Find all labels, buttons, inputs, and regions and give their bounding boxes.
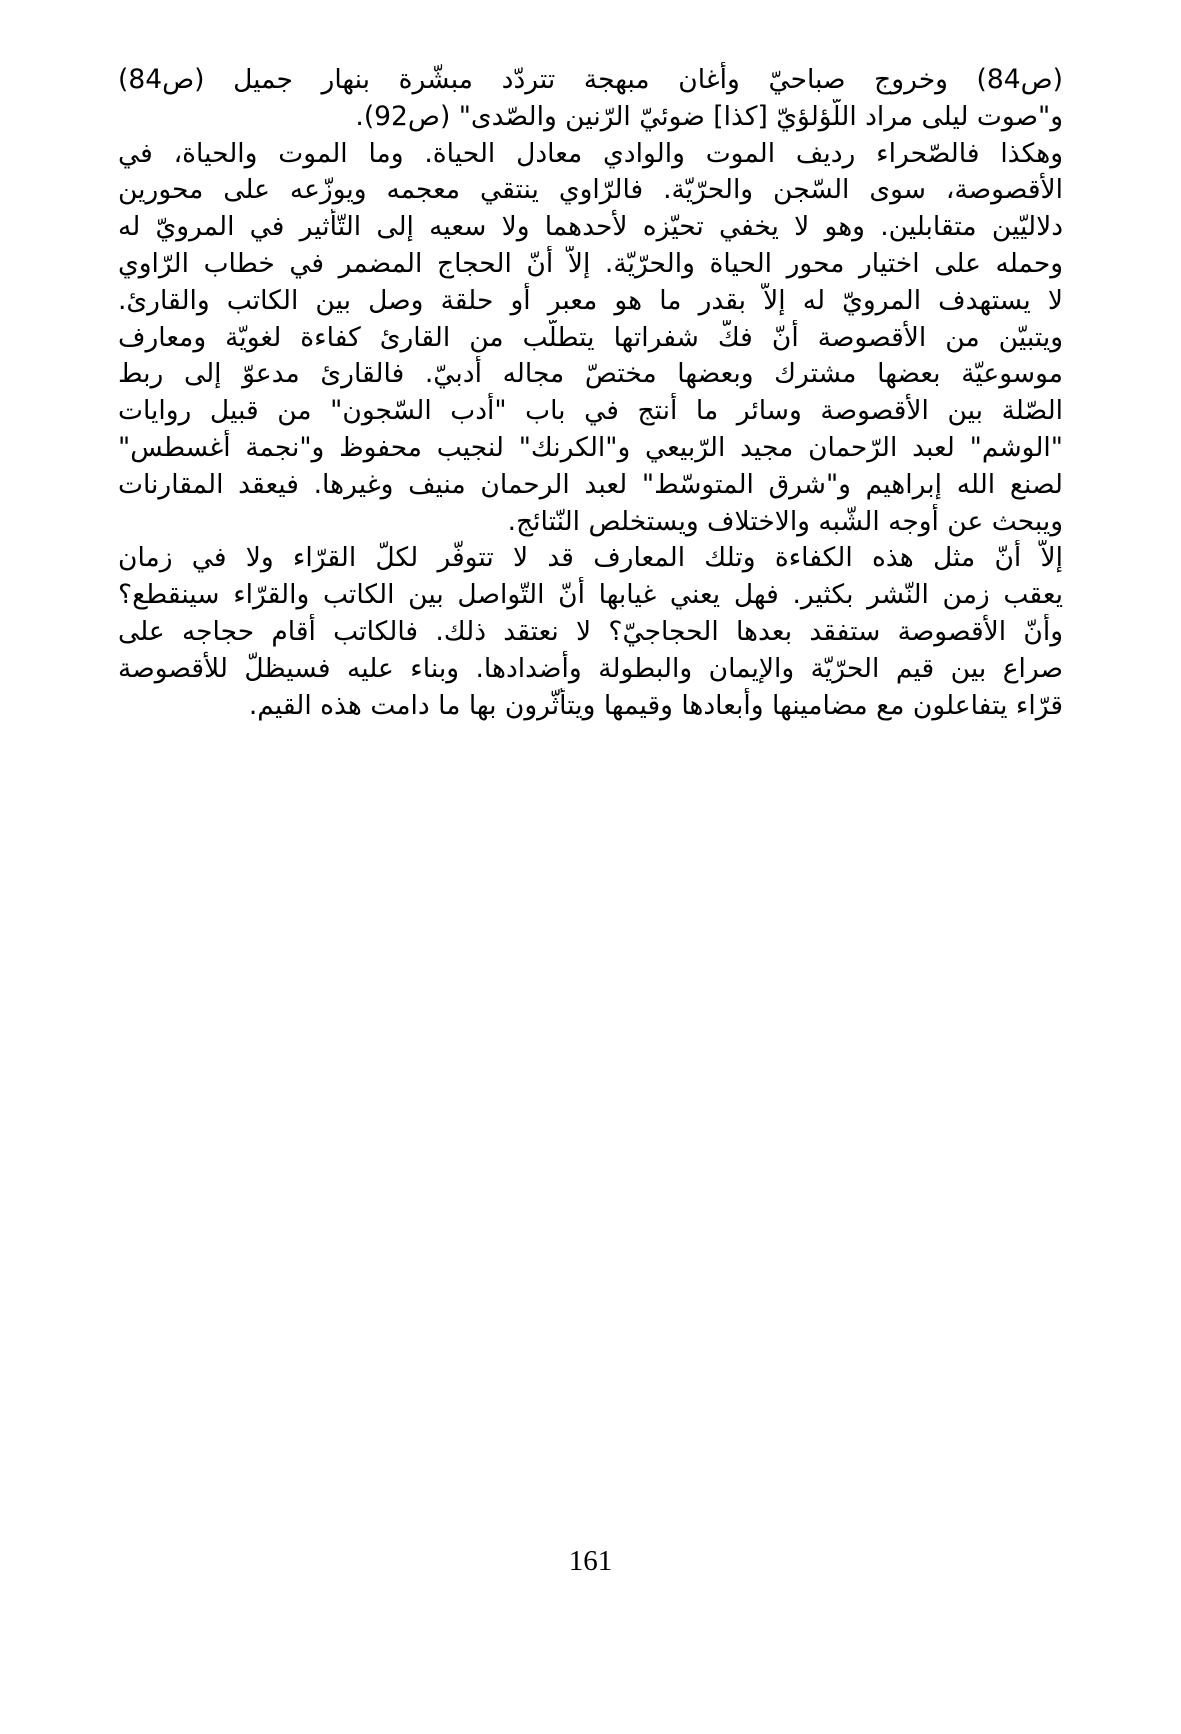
text-line: وأنّ الأقصوصة ستفقد بعدها الحجاجيّ؟ لا نعتقد ذلك. فالكاتب أقام حجاجه على [118, 615, 1063, 647]
text-line: (ص84) وخروج صباحيّ وأغان مبهجة تتردّد مبشّرة بنهار جميل (ص84) [118, 64, 1063, 95]
text-line: لصنع الله إبراهيم و"شرق المتوسّط" لعبد الرحمان منيف وغيرها. فيعقد المقارنات [118, 468, 1063, 500]
text-line: قرّاء يتفاعلون مع مضامينها وأبعادها وقيمها ويتأثّرون بها ما دامت هذه القيم. [248, 689, 1063, 721]
paragraph-1 [118, 62, 1063, 136]
paragraph-2 [118, 136, 1063, 541]
text-line: صراع بين قيم الحرّيّة والإيمان والبطولة وأضدادها. وبناء عليه فسيظلّ للأقصوصة [118, 652, 1063, 684]
text-line: لا يستهدف المرويّ له إلاّ بقدر ما هو معبر أو حلقة وصل بين الكاتب والقارئ. [118, 284, 1063, 316]
text-line: ويبحث عن أوجه الشّبه والاختلاف ويستخلص النّتائج. [507, 505, 1063, 537]
body-text [118, 62, 1063, 724]
text-line: ويتبيّن من الأقصوصة أنّ فكّ شفراتها يتطلّب من القارئ كفاءة لغويّة ومعارف [118, 321, 1063, 353]
text-line: الأقصوصة، سوى السّجن والحرّيّة. فالرّاوي ينتقي معجمه ويوزّعه على محورين [118, 174, 1063, 206]
page-number: 161 [568, 1545, 613, 1577]
text-line: "الوشم" لعبد الرّحمان مجيد الرّبيعي و"الكرنك" لنجيب محفوظ و"نجمة أغسطس" [118, 431, 1063, 463]
paragraph-3 [118, 540, 1063, 724]
text-line: وهكذا فالصّحراء رديف الموت والوادي معادل الحياة. وما الموت والحياة، في [118, 137, 1063, 169]
text-line: و"صوت ليلى مراد اللّؤلؤيّ [كذا] ضوئيّ الرّنين والصّدى" (ص92). [355, 100, 1063, 132]
text-line: يعقب زمن النّشر بكثير. فهل يعني غيابها أنّ التّواصل بين الكاتب والقرّاء سينقطع؟ [118, 579, 1063, 611]
text-line: إلاّ أنّ مثل هذه الكفاءة وتلك المعارف قد لا تتوفّر لكلّ القرّاء ولا في زمان [118, 542, 1063, 574]
text-line: دلاليّين متقابلين. وهو لا يخفي تحيّزه لأحدهما ولا سعيه إلى التّأثير في المرويّ له [118, 211, 1063, 243]
text-line: الصّلة بين الأقصوصة وسائر ما أنتج في باب "أدب السّجون" من قبيل روايات [118, 395, 1063, 427]
text-line: موسوعيّة بعضها مشترك وبعضها مختصّ مجاله أدبيّ. فالقارئ مدعوّ إلى ربط [118, 358, 1063, 390]
text-line: وحمله على اختيار محور الحياة والحرّيّة. إلاّ أنّ الحجاج المضمر في خطاب الرّاوي [118, 247, 1063, 279]
